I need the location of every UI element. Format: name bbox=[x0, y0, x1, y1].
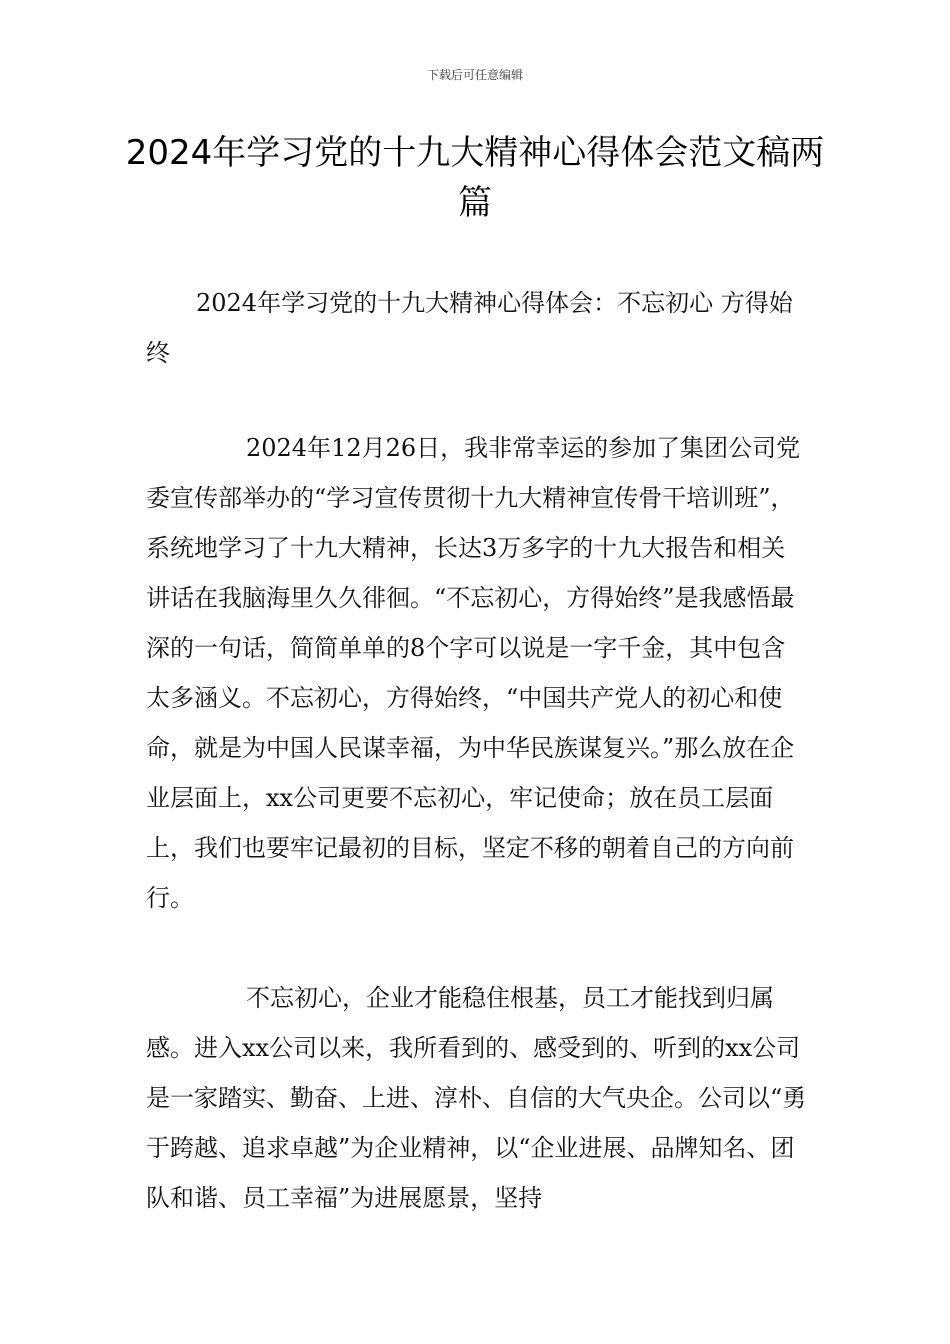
header-note: 下载后可任意编辑 bbox=[426, 68, 523, 82]
paragraph-1: 2024年12月26日，我非常幸运的参加了集团公司党委宣传部举办的“学习宣传贯彻十九大精神宣传骨干培训班”，系统地学习了十九大精神，长达3万多字的十九大报告和相关讲话在我脑海里久久徘徊。“不忘初心，方得始终”是我感悟最深的一句话，简简单单的8个字可以说是一字千金，其中包含太多涵义。不忘初心，方得始终，“中国共产党人的初心和使命，就是为中国人民谋幸福，为中华民族谋复兴。”那么放在企业层面上，xx公司更要不忘初心，牢记使命；放在员工层面上，我们也要牢记最初的目标，坚定不移的朝着自己的方向前行。 bbox=[146, 434, 801, 912]
document-title: 2024年学习党的十九大精神心得体会范文稿两篇 bbox=[125, 133, 825, 223]
document-subtitle: 2024年学习党的十九大精神心得体会：不忘初心 方得始终 bbox=[146, 289, 793, 367]
paragraph-2: 不忘初心，企业才能稳住根基，员工才能找到归属感。进入xx公司以来，我所看到的、感受到的、听到的xx公司是一家踏实、勤奋、上进、淳朴、自信的大气央企。公司以“勇于跨越、追求卓越”为企业精神，以“企业进展、品牌知名、团队和谐、员工幸福”为进展愿景，坚持 bbox=[146, 984, 807, 1212]
